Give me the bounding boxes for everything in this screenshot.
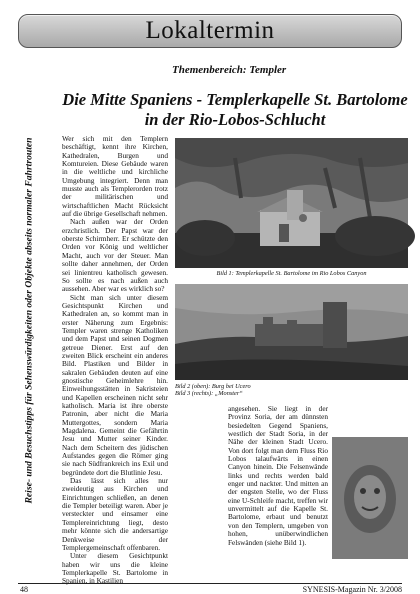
paragraph: Das lässt sich alles nur zweideutig aus Kirchen und Einrichtungen schließen, an denen die Templer beteiligt waren. Aber je versteckter und einsamer eine Templereinrichtung liegt, desto mehr könnte sich die andersartige Denkweise der Templergemeinschaft offenbaren.	[62, 476, 168, 552]
paragraph: Sicht man sich unter diesem Gesichtspunkt Kirchen und Kathedralen an, so kommt man in erster Näherung zum Ergebnis: Templer waren strenge Katholiken und dem Papst und seinen Dogmen getreue Diener. Erst auf den zweiten Blick erscheint ein anderes Bild. Plastiken und Bilder in sakralen Gebäuden deuten auf eine gnostische Geheimlehre hin. Einweihungsstätten in Sakristeien und Kapellen erscheinen nicht sehr katholisch. Maria ist ihre oberste Patronin, aber nicht die Maria Muttergottes, sondern Maria Magdalena. Gemeint die Gefährtin Jesu und Mutter seiner Kinder. Nach dem Scheitern des jüdischen Aufstandes gegen die Römer ging sie nach Südfrankreich ins Exil und begründete dort die Blutlinie Jesu.	[62, 292, 168, 477]
section-title: Lokaltermin	[145, 17, 275, 44]
caption-photo-3: Bild 3 (rechts): „Monster“	[175, 390, 243, 398]
caption-photo-1: Bild 1: Templerkapelle St. Bartolome im Rio Lobos Canyon	[216, 270, 367, 277]
page-number: 48	[20, 585, 28, 594]
side-strip	[20, 60, 38, 580]
theme-label: Themenbereich: Templer	[172, 64, 287, 76]
article-column-1	[62, 134, 168, 586]
paragraph: Unter diesem Gesichtpunkt haben wir uns die kleine Templerkapelle St. Bartolome in Spanien, in Kastilien	[62, 551, 168, 586]
photo-chapel-canyon	[175, 138, 408, 268]
photo-castle-ucero	[175, 284, 408, 380]
photo-monster	[332, 437, 408, 559]
side-tagline: Reise- und Besuchstipps für Sehenswürdigkeiten oder Objekte abseits normaler Fahrtrouten	[23, 137, 35, 503]
caption-photo-2: Bild 2 (oben): Burg bei Ucero	[175, 383, 251, 390]
footer-rule	[18, 583, 402, 584]
section-header	[18, 14, 402, 48]
article-column-2: angesehen. Sie liegt in der Provinz Soria, der am dünnsten besiedelten Gegend Spaniens, westlich der Stadt Soria, in der Nähe der kleinen Stadt Ucero. Von dort folgt man dem Fluss Rio Lobos talaufwärts in einen Canyon hinein. Die Felsenwände links und rechts werden bald enger und nackter. Und mitten an der engsten Stelle, wo der Fluss eine U-Schleife macht, treffen wir unvermittelt auf die Kapelle St. Bartolome, erbaut und benutzt von den Templern, umgeben von hohen, unüberwindlichen Felswänden (siehe Bild 1).	[228, 404, 328, 547]
article-headline: Die Mitte Spaniens - Templerkapelle St. Bartolome in der Rio-Lobos-Schlucht	[62, 90, 408, 129]
paragraph: Wer sich mit den Templern beschäftigt, kennt ihre Kirchen, Kathedralen, Burgen und Komtureien. Diese Gebäude waren in die weltliche und kirchliche Umgebung integriert. Denn man musste auch als Templerorden trotz der militärischen und wirtschaftlichen Macht Rücksicht auf die übrige Gesellschaft nehmen.	[62, 134, 168, 219]
caption-photo-2-3	[175, 383, 275, 398]
magazine-issue: SYNESIS-Magazin Nr. 3/2008	[302, 585, 402, 594]
paragraph: Nach außen war der Orden erzchristlich. Der Papst war der oberste Schirmherr. Er schützte den Orden vor König und weltlicher Macht, auch vor der Steuer. Man sollte daher annehmen, der Orden sei linientreu katholisch gewesen. So sollte es nach außen auch aussehen. Aber war es wirklich so?	[62, 217, 168, 294]
